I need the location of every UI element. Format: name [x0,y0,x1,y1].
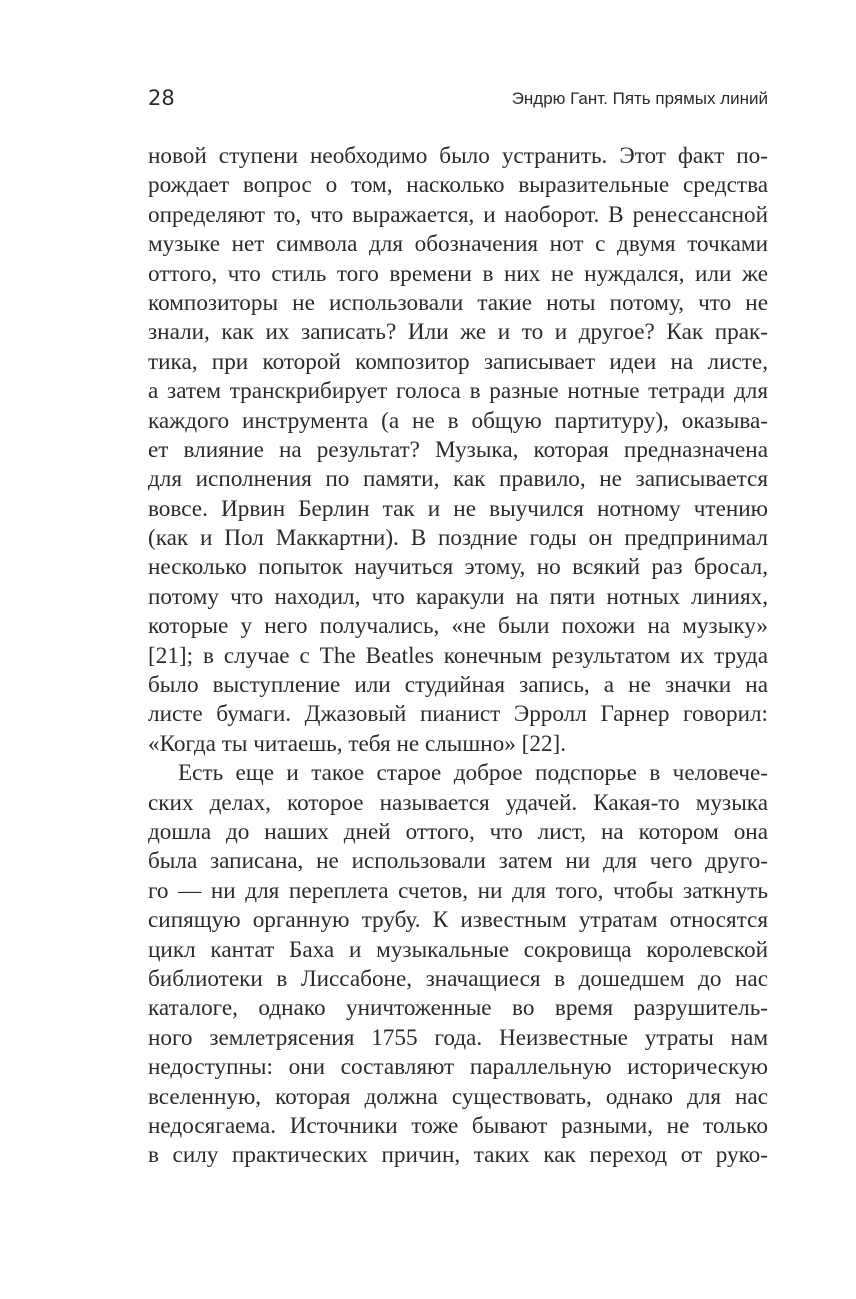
text-line: рождает вопрос о том, насколько выразительные средства [148,172,768,199]
running-head: Эндрю Гант. Пять прямых линий [511,89,768,108]
text-line: а затем транскрибирует голоса в разные нотные тетради для [148,378,768,405]
page-number: 28 [148,86,175,110]
text-line: дошла до наших дней оттого, что лист, на котором она [148,818,768,845]
text-line: была записана, не использовали затем ни для чего друго- [148,848,768,875]
text-line: в силу практических причин, таких как переход от руко- [148,1142,768,1169]
text-line: было выступление или студийная запись, а не значки на [148,672,768,699]
text-line: определяют то, что выражается, и наоборот. В ренессансной [148,201,768,228]
text-line: недоступны: они составляют параллельную историческую [148,1054,768,1081]
text-line: каталоге, однако уничтоженные во время разрушитель- [148,995,768,1022]
text-line: знали, как их записать? Или же и то и другое? Как прак- [148,319,768,346]
text-line: ного землетрясения 1755 года. Неизвестные утраты нам [148,1024,768,1051]
text-line: вовсе. Ирвин Берлин так и не выучился нотному чтению [148,495,768,522]
text-line: вселенную, которая должна существовать, однако для нас [148,1083,768,1110]
text-line: цикл кантат Баха и музыкальные сокровища королевской [148,936,768,963]
text-line: (как и Пол Маккартни). В поздние годы он предпринимал [148,525,768,552]
text-line: которые у него получались, «не были похожи на музыку» [148,613,768,640]
text-line: библиотеки в Лиссабоне, значащиеся в дошедшем до нас [148,965,768,992]
text-line: композиторы не использовали такие ноты потому, что не [148,289,768,316]
text-line: го — ни для переплета счетов, ни для того, чтобы заткнуть [148,877,768,904]
text-line: листе бумаги. Джазовый пианист Эрролл Гарнер говорил: [148,701,768,728]
text-line: потому что находил, что каракули на пяти нотных линиях, [148,583,768,610]
text-line: для исполнения по памяти, как правило, не записывается [148,466,768,493]
text-line: новой ступени необходимо было устранить. Этот факт по- [148,143,768,169]
text-line: тика, при которой композитор записывает идеи на листе, [148,348,768,375]
text-line: [21]; в случае с The Beatles конечным результатом их труда [148,642,768,669]
text-line: оттого, что стиль того времени в них не нуждался, или же [148,260,768,287]
text-line: ет влияние на результат? Музыка, которая предназначена [148,436,768,463]
text-line: сипящую органную трубу. К известным утратам относятся [148,907,768,934]
text-line: несколько попыток научиться этому, но всякий раз бросал, [148,554,768,581]
text-line: недосягаема. Источники тоже бывают разными, не только [148,1112,768,1139]
text-line: «Когда ты читаешь, тебя не слышно» [22]. [148,730,567,757]
text-line: каждого инструмента (а не в общую партитуру), оказыва- [148,407,768,434]
body-text [148,142,768,1171]
text-line: ских делах, которое называется удачей. Какая-то музыка [148,789,768,816]
text-line: Есть еще и такое старое доброе подспорье в человече- [178,760,768,787]
text-line: музыке нет символа для обозначения нот с двумя точками [148,231,768,258]
